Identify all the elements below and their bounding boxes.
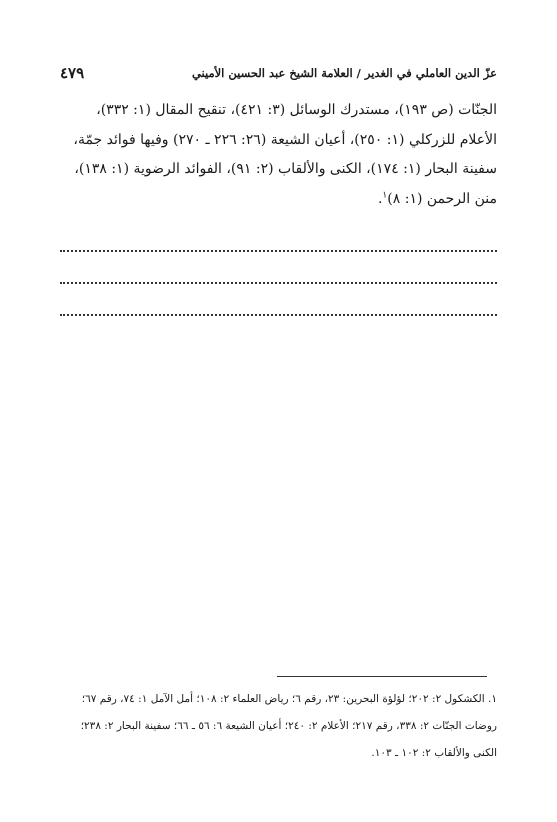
body-paragraph bbox=[60, 96, 497, 214]
dotted-line bbox=[60, 284, 497, 316]
footnote-line: روضات الجنّات ٢: ٣٣٨، رقم ٢١٧؛ الأعلام ٢: ٢٤٠؛ أعيان الشيعة ٦: ٥٦ ـ ٦٦؛ سفينة البحار ٢: ٢٣٨؛ bbox=[80, 720, 497, 732]
page-header bbox=[60, 64, 497, 86]
body-line-text: منن الرحمن (١: ٨) bbox=[387, 190, 497, 207]
dotted-line bbox=[60, 220, 497, 252]
dotted-lines bbox=[60, 220, 497, 316]
footnotes bbox=[60, 686, 497, 767]
running-head: عزّ الدين العاملي في الغدير / العلامة الشيخ عبد الحسين الأميني bbox=[191, 66, 497, 80]
sentence-end: . bbox=[377, 190, 383, 207]
footnote-reference-mark: ١ bbox=[382, 189, 388, 200]
dotted-line bbox=[60, 252, 497, 284]
body-line: الأعلام للزركلي (١: ٢٥٠)، أعيان الشيعة (٢٦: ٢٢٦ ـ ٢٧٠) وفيها فوائد جمّة، bbox=[73, 131, 497, 148]
footnote-separator bbox=[277, 676, 487, 677]
footnote-line: الكنى والألقاب ٢: ١٠٢ ـ ١٠٣. bbox=[371, 747, 497, 759]
footnote-line: ١. الكشكول ٢: ٢٠٢؛ لؤلؤة البحرين: ٢٣، رقم ٦؛ رياض العلماء ٢: ١٠٨؛ أمل الآمل ١: ٧٤، رقم ٦٧؛ bbox=[81, 693, 497, 705]
body-line: سفينة البحار (١: ١٧٤)، الكنى والألقاب (٢: ٩١)، الفوائد الرضوية (١: ١٣٨)، bbox=[74, 161, 497, 177]
body-line-last bbox=[60, 185, 497, 215]
body-line: الجنّات (ص ١٩٣)، مستدرك الوسائل (٣: ٤٢١)، تنقيح المقال (١: ٣٣٢)، bbox=[96, 102, 497, 118]
page-number: ٤٧٩ bbox=[60, 64, 85, 82]
